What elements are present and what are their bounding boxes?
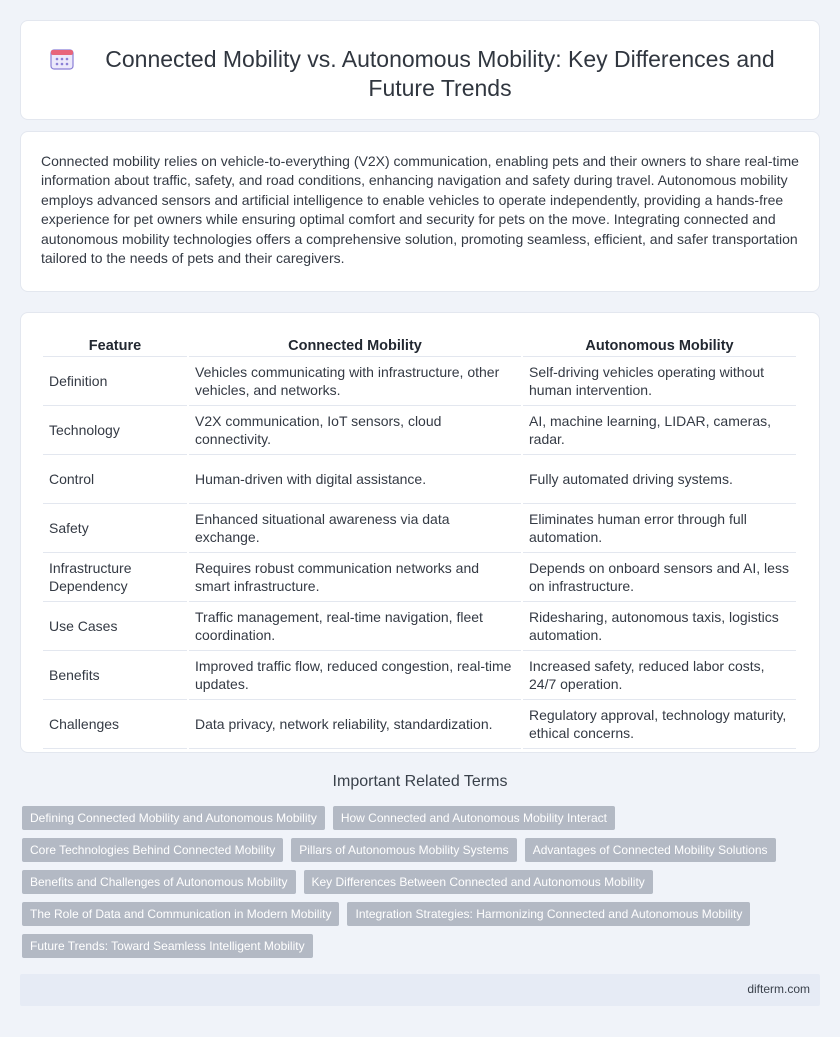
table-row [43, 504, 796, 553]
intro-paragraph: Connected mobility relies on vehicle-to-everything (V2X) communication, enabling pets and their owners to share real-time information about traffic, safety, and road conditions, enhancing navigation and safety during travel. Autonomous mobility employs advanced sensors and artificial intelligence to enable vehicles to operate independently, providing a hands-free experience for pet owners while ensuring optimal comfort and security for pets on the move. Integrating connected and autonomous mobility technologies offers a comprehensive solution, promoting seamless, efficient, and safer transportation tailored to the needs of pets and their caregivers. [41, 153, 799, 267]
row-autonomous: Depends on onboard sensors and AI, less on infrastructure. [523, 553, 796, 602]
table-row [43, 700, 796, 749]
row-autonomous: Self-driving vehicles operating without human intervention. [523, 357, 796, 406]
row-connected: Enhanced situational awareness via data exchange. [189, 504, 521, 553]
row-feature: Safety [43, 504, 187, 553]
row-connected: Data privacy, network reliability, standardization. [189, 700, 521, 749]
table-header-row [43, 335, 796, 357]
table-row [43, 553, 796, 602]
related-term-link[interactable]: Advantages of Connected Mobility Solutions [525, 838, 776, 862]
page-title: Connected Mobility vs. Autonomous Mobility: Key Differences and Future Trends [105, 46, 775, 101]
table-row [43, 357, 796, 406]
row-feature: Control [43, 455, 187, 504]
related-term-link[interactable]: Future Trends: Toward Seamless Intelligent Mobility [22, 934, 313, 958]
row-autonomous: Increased safety, reduced labor costs, 24/7 operation. [523, 651, 796, 700]
row-connected: Improved traffic flow, reduced congestion, real-time updates. [189, 651, 521, 700]
row-connected: Requires robust communication networks and smart infrastructure. [189, 553, 521, 602]
row-autonomous: Fully automated driving systems. [523, 455, 796, 504]
row-autonomous: AI, machine learning, LIDAR, cameras, radar. [523, 406, 796, 455]
tag-row [22, 870, 822, 894]
footer [20, 974, 820, 1006]
tag-row [22, 806, 822, 830]
table-row [43, 602, 796, 651]
row-connected: Traffic management, real-time navigation, fleet coordination. [189, 602, 521, 651]
header-feature: Feature [43, 335, 187, 357]
header-connected-mobility: Connected Mobility [189, 335, 521, 357]
table-row [43, 651, 796, 700]
row-autonomous: Regulatory approval, technology maturity, ethical concerns. [523, 700, 796, 749]
row-feature: Benefits [43, 651, 187, 700]
row-autonomous: Eliminates human error through full automation. [523, 504, 796, 553]
related-terms-title: Important Related Terms [332, 773, 508, 790]
related-terms-list [22, 806, 822, 966]
related-term-link[interactable]: Integration Strategies: Harmonizing Connected and Autonomous Mobility [347, 902, 750, 926]
tag-row [22, 934, 822, 958]
row-connected: Vehicles communicating with infrastructure, other vehicles, and networks. [189, 357, 521, 406]
row-connected: V2X communication, IoT sensors, cloud connectivity. [189, 406, 521, 455]
related-term-link[interactable]: Defining Connected Mobility and Autonomous Mobility [22, 806, 325, 830]
tag-row [22, 902, 822, 926]
row-feature: Use Cases [43, 602, 187, 651]
related-term-link[interactable]: Core Technologies Behind Connected Mobility [22, 838, 283, 862]
related-term-link[interactable]: Pillars of Autonomous Mobility Systems [291, 838, 516, 862]
comparison-table-card [20, 312, 820, 753]
row-connected: Human-driven with digital assistance. [189, 455, 521, 504]
tag-row [22, 838, 822, 862]
related-term-link[interactable]: Key Differences Between Connected and Autonomous Mobility [304, 870, 653, 894]
related-term-link[interactable]: How Connected and Autonomous Mobility Interact [333, 806, 615, 830]
row-feature: Infrastructure Dependency [43, 553, 187, 602]
related-term-link[interactable]: The Role of Data and Communication in Modern Mobility [22, 902, 339, 926]
header-autonomous-mobility: Autonomous Mobility [523, 335, 796, 357]
row-feature: Technology [43, 406, 187, 455]
intro-card [20, 131, 820, 292]
table-row [43, 406, 796, 455]
comparison-table [41, 335, 798, 749]
footer-site-link[interactable]: difterm.com [747, 982, 810, 996]
header-card [20, 20, 820, 120]
row-autonomous: Ridesharing, autonomous taxis, logistics automation. [523, 602, 796, 651]
related-term-link[interactable]: Benefits and Challenges of Autonomous Mobility [22, 870, 296, 894]
row-feature: Definition [43, 357, 187, 406]
row-feature: Challenges [43, 700, 187, 749]
table-row [43, 455, 796, 504]
